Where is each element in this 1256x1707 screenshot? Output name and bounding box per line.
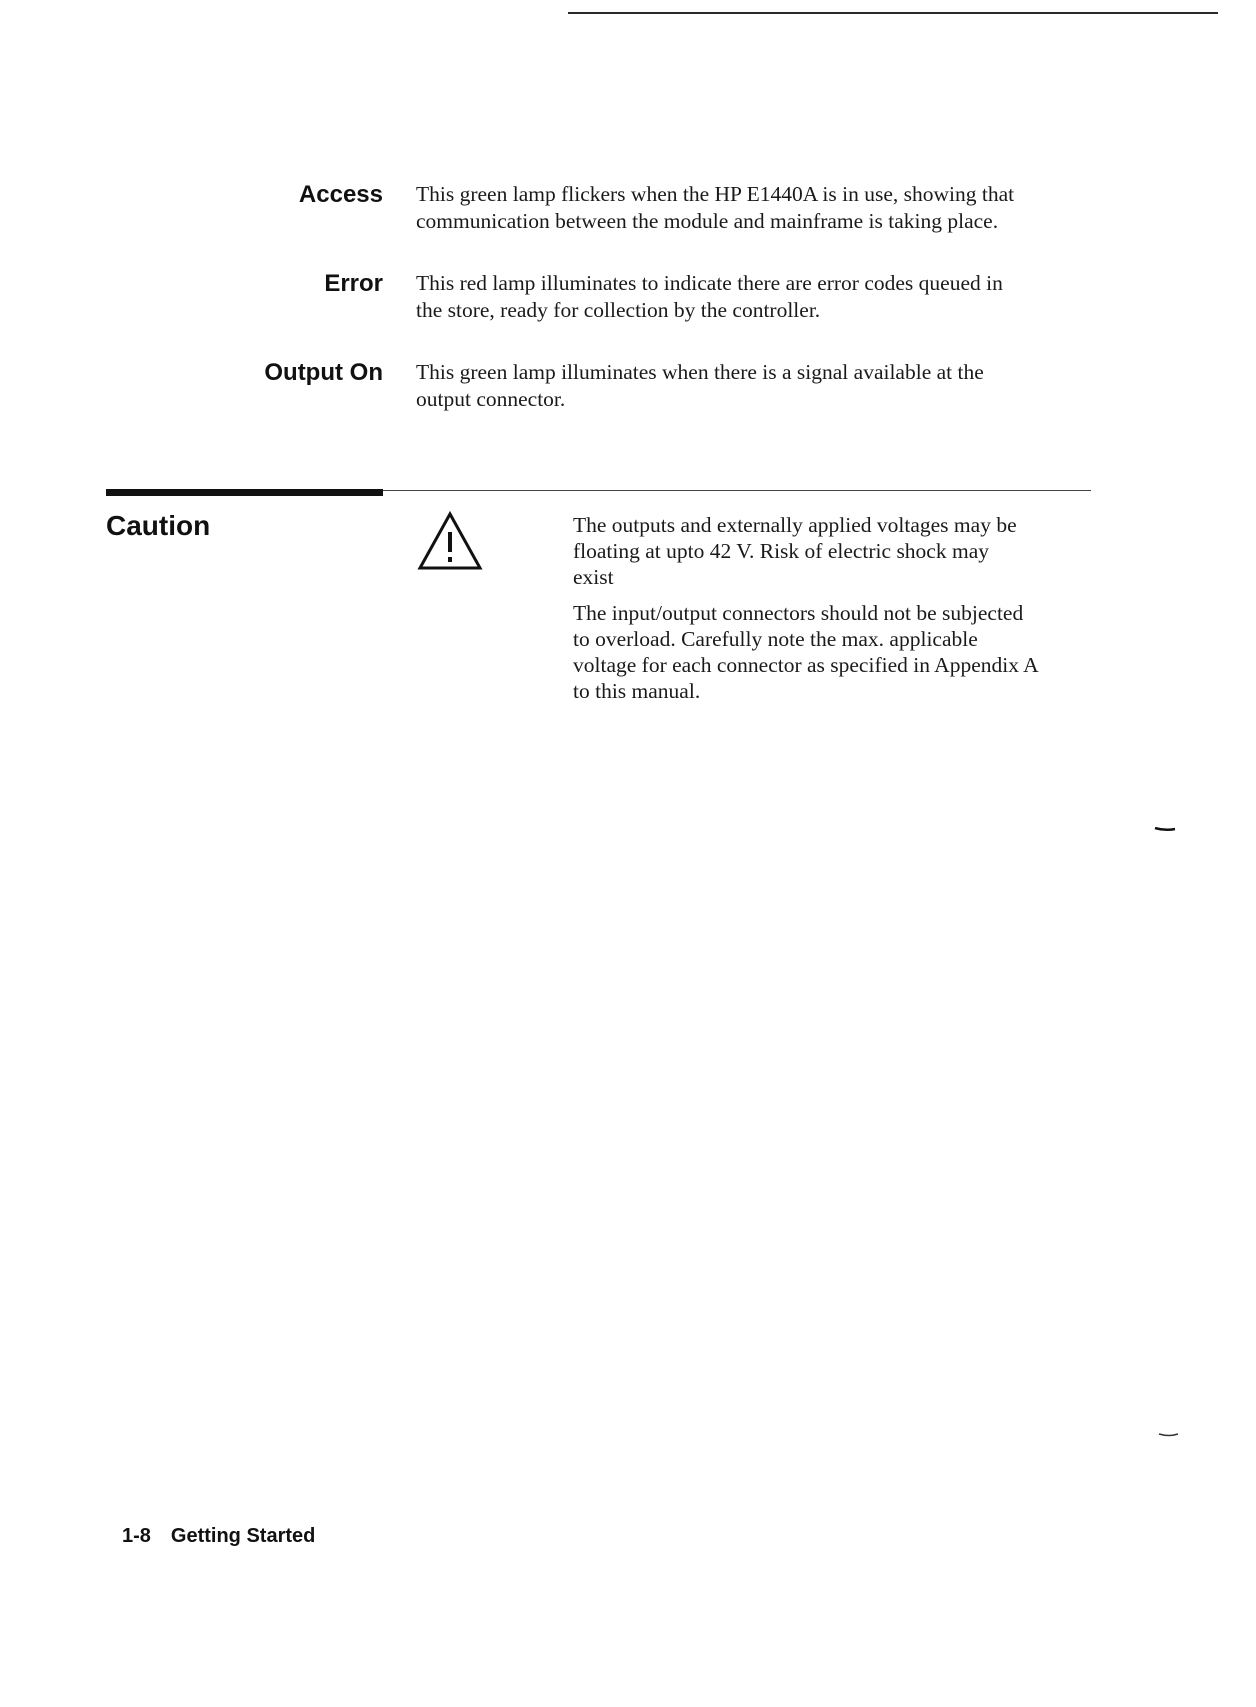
indicator-label-output-on: Output On bbox=[264, 359, 383, 386]
text-line: output connector. bbox=[416, 387, 566, 411]
text-line: exist bbox=[573, 565, 614, 589]
caution-paragraph-2 bbox=[573, 600, 1093, 704]
text-line: to this manual. bbox=[573, 679, 701, 703]
text-line: to overload. Carefully note the max. applicable bbox=[573, 627, 978, 651]
page-number: 1-8 bbox=[122, 1525, 151, 1547]
text-line: The input/output connectors should not be subjected bbox=[573, 601, 1024, 625]
text-line: This green lamp illuminates when there is a signal available at the bbox=[416, 360, 984, 384]
text-line: communication between the module and mainframe is taking place. bbox=[416, 209, 999, 233]
text-line: the store, ready for collection by the controller. bbox=[416, 298, 821, 322]
text-line: floating at upto 42 V. Risk of electric shock may bbox=[573, 539, 989, 563]
text-line: This red lamp illuminates to indicate there are error codes queued in bbox=[416, 271, 1003, 295]
indicator-description-error bbox=[416, 270, 1003, 324]
text-line: voltage for each connector as specified in Appendix A bbox=[573, 653, 1039, 677]
indicator-description-access bbox=[416, 181, 1014, 235]
text-line: The outputs and externally applied voltages may be bbox=[573, 513, 1017, 537]
margin-mark bbox=[1158, 1432, 1180, 1438]
caution-rule-thick bbox=[106, 489, 383, 496]
caution-title: Caution bbox=[106, 510, 211, 541]
header-rule bbox=[568, 12, 1218, 14]
indicator-label-access: Access bbox=[298, 181, 383, 208]
page-footer bbox=[122, 1524, 315, 1548]
warning-triangle-icon bbox=[416, 510, 484, 572]
indicator-description-output-on bbox=[416, 359, 984, 413]
text-line: This green lamp flickers when the HP E1440A is in use, showing that bbox=[416, 182, 1015, 206]
caution-paragraph-1 bbox=[573, 512, 1093, 590]
section-title: Getting Started bbox=[170, 1525, 316, 1547]
caution-rule-thin bbox=[383, 490, 1091, 491]
indicator-label-error: Error bbox=[324, 270, 383, 297]
margin-mark bbox=[1154, 827, 1176, 833]
